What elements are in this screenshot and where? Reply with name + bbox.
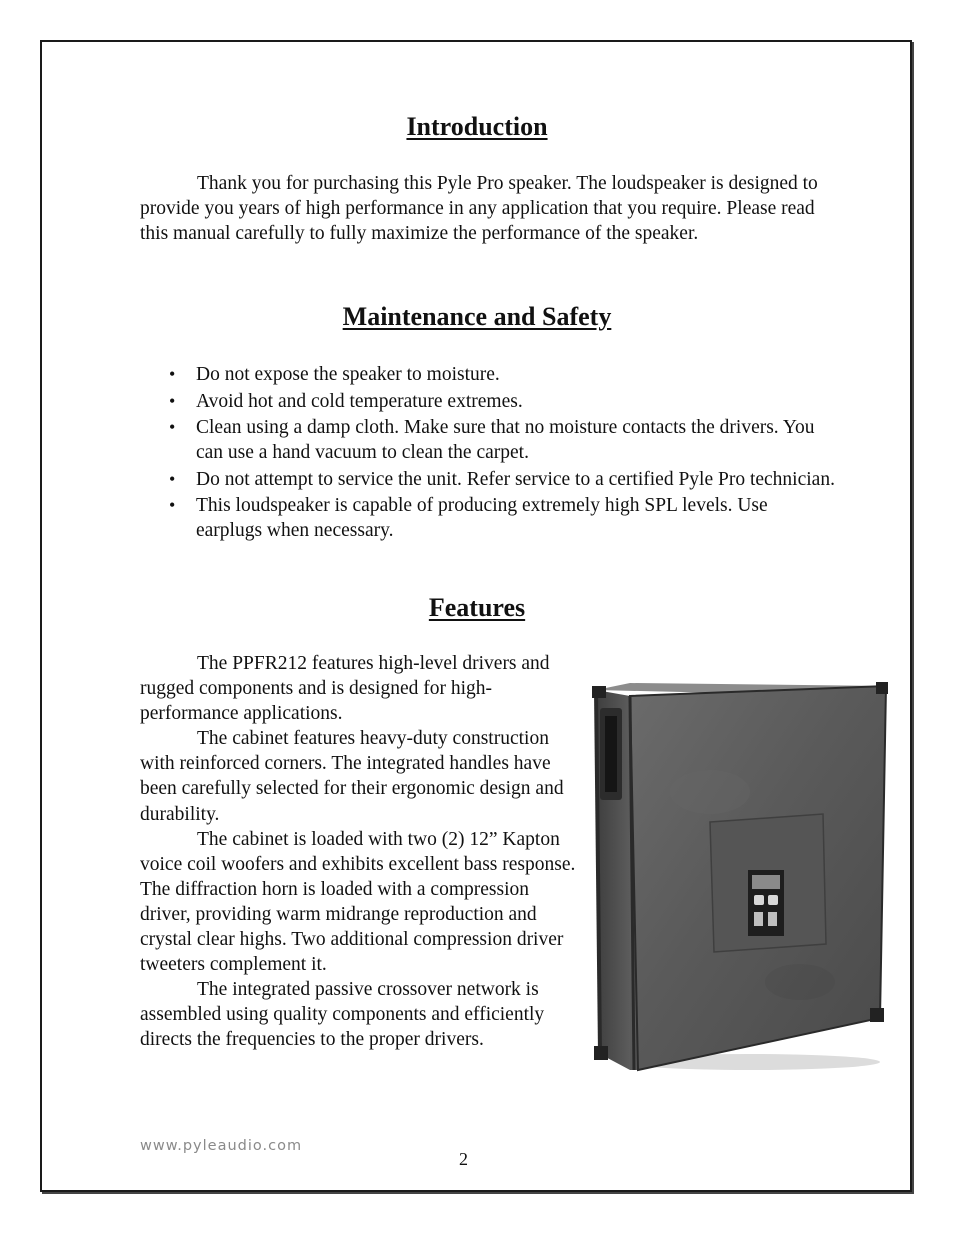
bullet-icon: • [169, 417, 176, 437]
features-paragraph: The PPFR212 features high-level drivers and rugged components and is designed for high-performance applications. [140, 653, 550, 725]
introduction-paragraph: Thank you for purchasing this Pyle Pro speaker. The loudspeaker is designed to provide you years of high performance in any application that you require. Please read this manual carefully to fully maximize the performance of the speaker. [140, 173, 818, 244]
bullet-icon: • [169, 364, 176, 384]
bullet-icon: • [169, 468, 176, 489]
features-paragraph: The cabinet is loaded with two (2) 12” Kapton voice coil woofers and exhibits excellent bass response. The diffraction horn is loaded with a compression driver, providing warm midrange reproduction and crystal clear highs. Two additional compression driver tweeters complement it. [140, 828, 576, 976]
features-heading: Features [428, 593, 526, 622]
features-paragraph: The cabinet features heavy-duty construction with reinforced corners. The integrated handles have been carefully selected for their ergonomic design and durability. [140, 728, 564, 825]
maintenance-list [169, 362, 836, 545]
bullet-icon: • [169, 495, 176, 515]
list-item: • This loudspeaker is capable of producing extremely high SPL levels. Use earplugs when necessary. [169, 495, 768, 541]
maintenance-heading: Maintenance and Safety [342, 302, 612, 331]
bullet-icon: • [169, 390, 176, 411]
features-paragraph: The integrated passive crossover network is assembled using quality components and efficiently directs the frequencies to the proper drivers. [140, 979, 545, 1051]
list-item: • Do not attempt to service the unit. Refer service to a certified Pyle Pro technician. [169, 468, 835, 490]
list-item: • Do not expose the speaker to moisture. [169, 364, 500, 385]
page-number: 2 [459, 1149, 468, 1169]
list-item: • Avoid hot and cold temperature extremes. [169, 390, 523, 412]
introduction-heading: Introduction [406, 112, 548, 141]
website-url: www.pyleaudio.com [140, 1138, 303, 1154]
list-item: • Clean using a damp cloth. Make sure that no moisture contacts the drivers. You can use a hand vacuum to clean the carpet. [169, 417, 815, 463]
features-text [140, 651, 578, 1053]
speaker-cabinet-icon [590, 682, 890, 1074]
